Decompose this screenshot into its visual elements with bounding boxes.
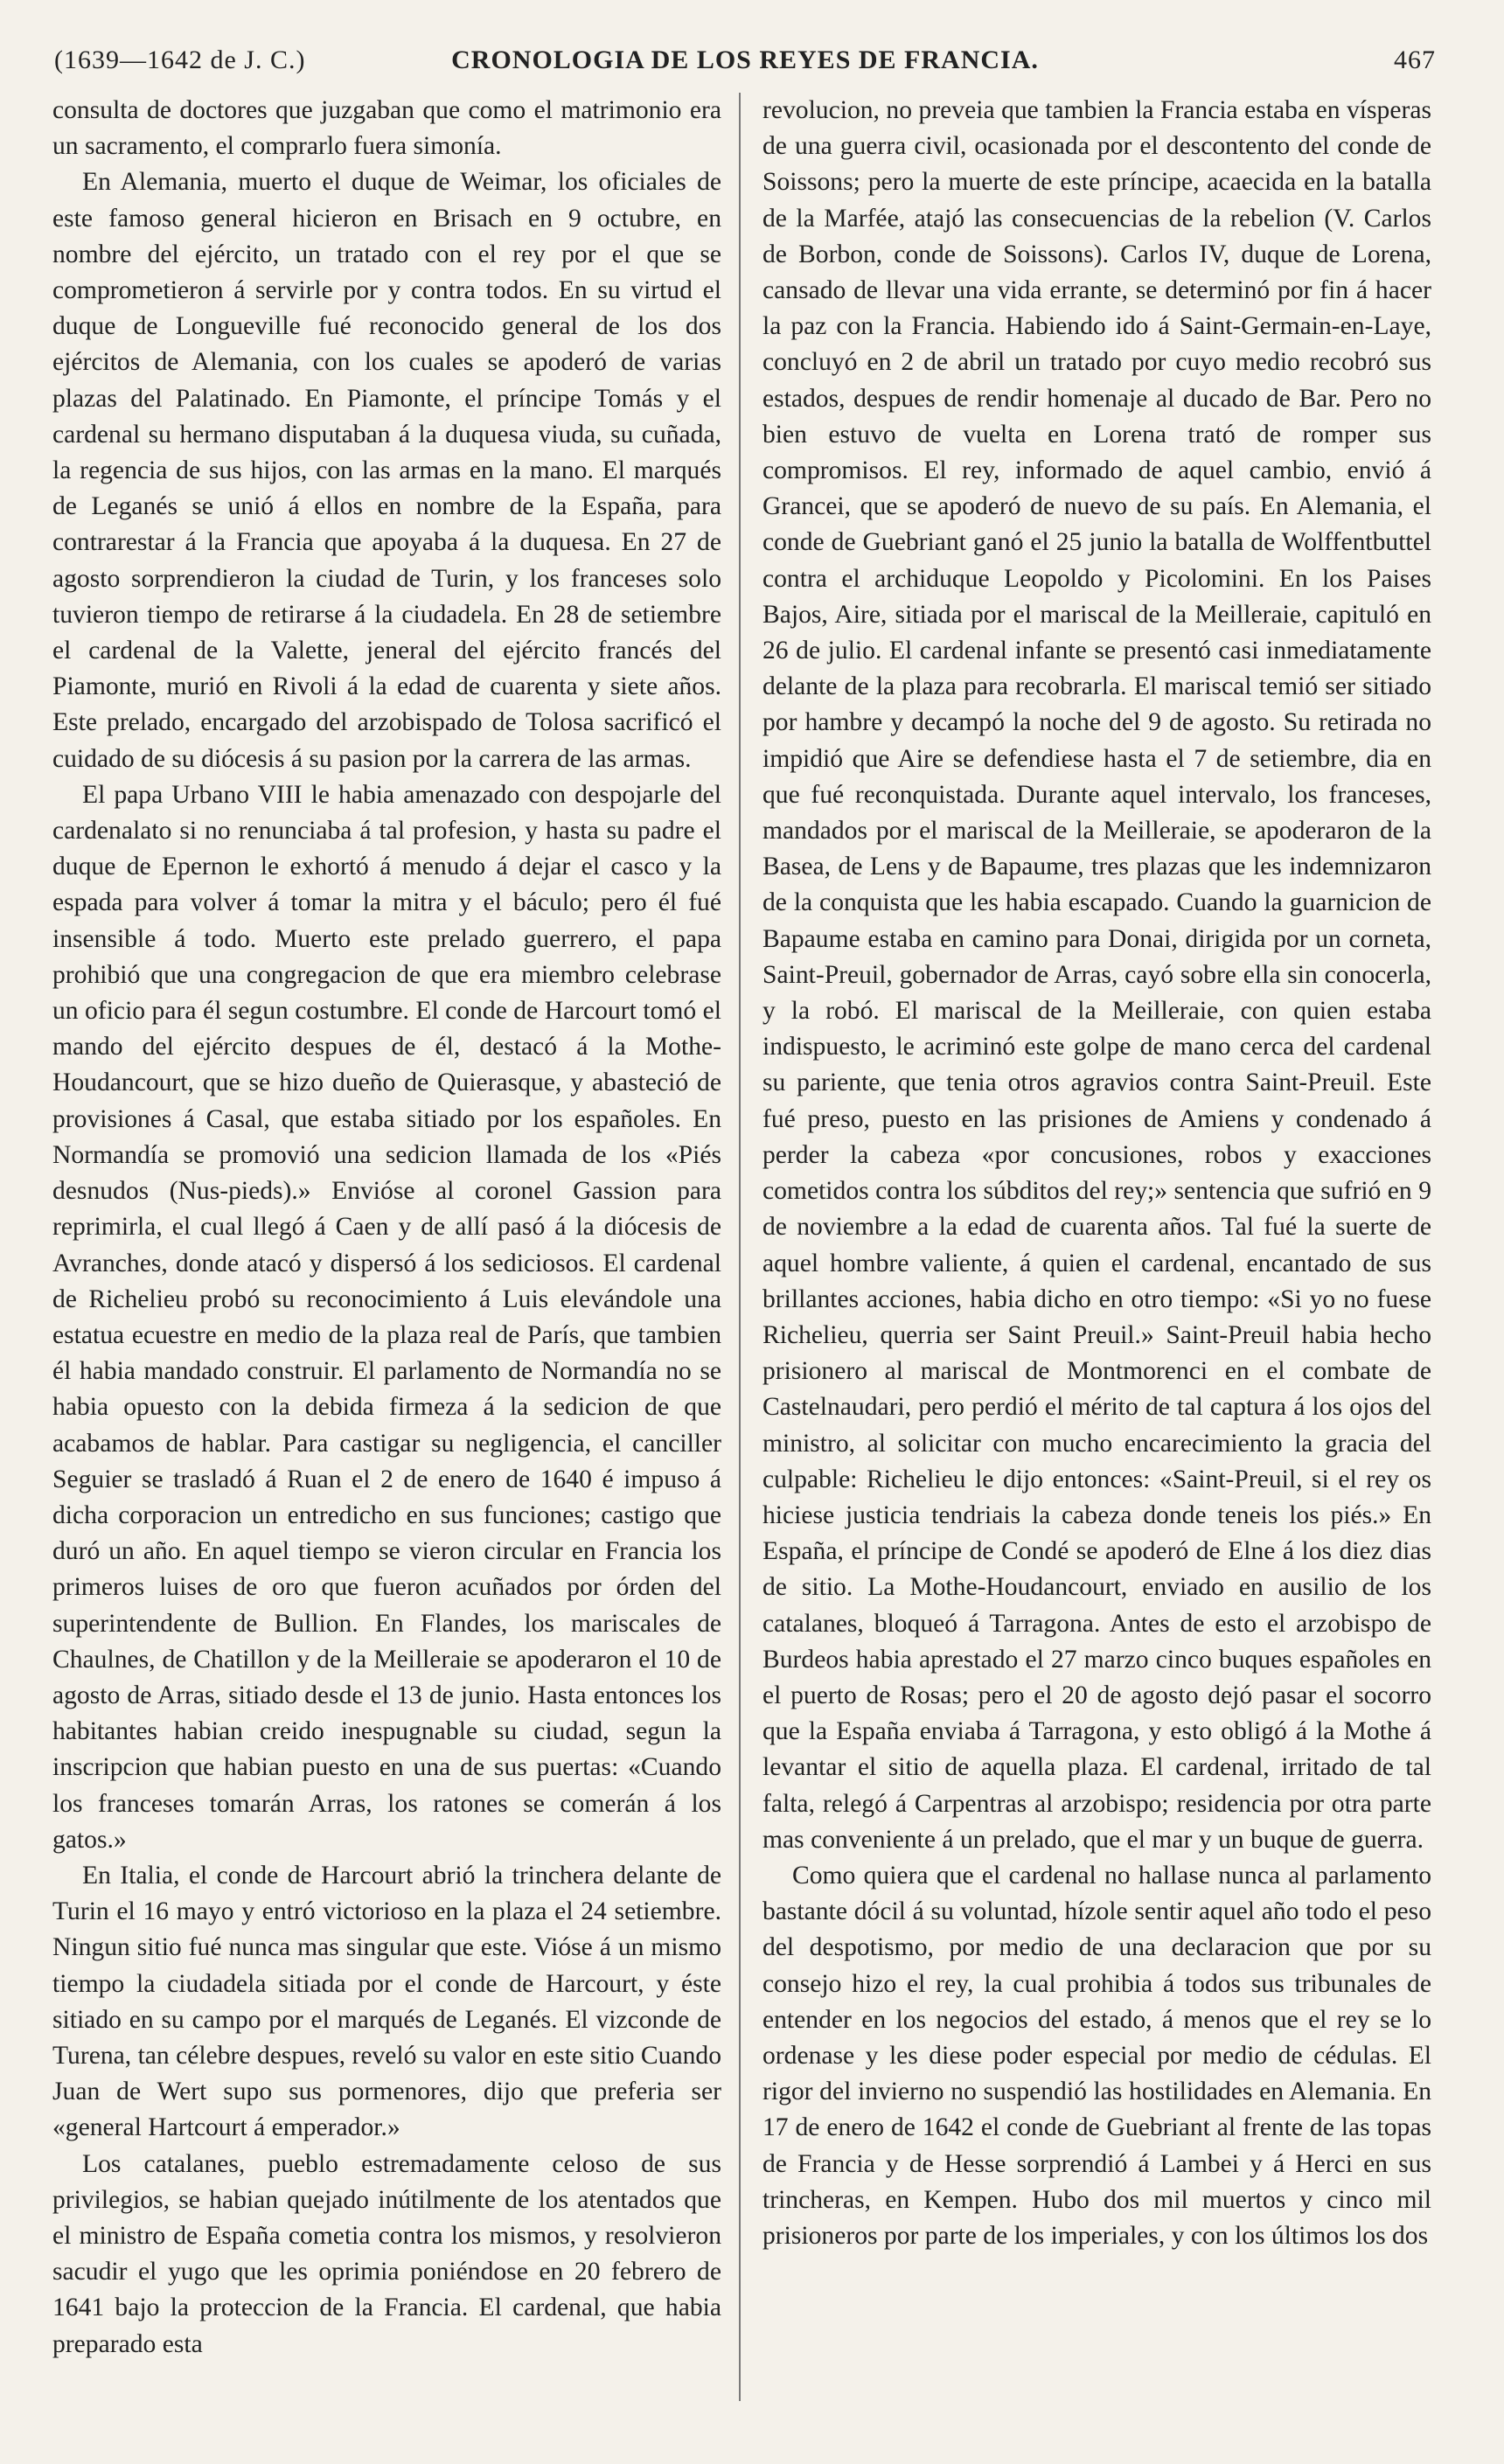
paragraph: El papa Urbano VIII le habia amenazado con despojarle del cardenalato si no renunciaba á tal profesion, y hasta su padre el duque de Epernon le exhortó á menudo á dejar el casco y la espada para volver á tomar la mitra y el báculo; pero él fué insensible á todo. Muerto este prelado guerrero, el papa prohibió que una congregacion de que era miembro celebrase un oficio para él segun costumbre. El conde de Harcourt tomó el mando del ejército despues de él, destacó á la Mothe-Houdancourt, que se hizo dueño de Quierasque, y abasteció de provisiones á Casal, que estaba sitiado por los españoles. En Normandía se promovió una sedicion llamada de los «Piés desnudos (Nus-pieds).» Envióse al coronel Gassion para reprimirla, el cual llegó á Caen y de allí pasó á la diócesis de Avranches, donde atacó y dispersó á los sediciosos. El cardenal de Richelieu probó su reconocimiento á Luis elevándole una estatua ecuestre en medio de la plaza real de París, que tambien él habia mandado construir. El parlamento de Normandía no se habia opuesto con la debida firmeza á la sedicion de que acabamos de hablar. Para castigar su negligencia, el canciller Seguier se trasladó á Ruan el 2 de enero de 1640 é impuso á dicha corporacion un entredicho en sus funciones; castigo que duró un año. En aquel tiempo se vieron circular en Francia los primeros luises de oro que fueron acuñados por órden del superintendente de Bullion. En Flandes, los mariscales de Chaulnes, de Chatillon y de la Meilleraie se apoderaron el 10 de agosto de Arras, sitiado desde el 13 de junio. Hasta entonces los habitantes habian creido inespugnable su ciudad, segun la inscripcion que habian puesto en una de sus puertas: «Cuando los franceses tomarán Arras, los ratones se comerán á los gatos.» <box>52 780 721 1854</box>
paragraph: revolucion, no preveia que tambien la Francia estaba en vísperas de una guerra civil, ocasionada por el descontento del conde de Soissons; pero la muerte de este príncipe, acaecida en la batalla de la Marfée, atajó las consecuencias de la rebelion (V. Carlos de Borbon, conde de Soissons). Carlos IV, duque de Lorena, cansado de llevar una vida errante, se determinó por fin á hacer la paz con la Francia. Habiendo ido á Saint-Germain-en-Laye, concluyó en 2 de abril un tratado por cuyo medio recobró sus estados, despues de rendir homenaje al ducado de Bar. Pero no bien estuvo de vuelta en Lorena trató de romper sus compromisos. El rey, informado de aquel cambio, envió á Grancei, que se apoderó de nuevo de su país. En Alemania, el conde de Guebriant ganó el 25 junio la batalla de Wolffentbuttel contra el archiduque Leopoldo y Picolomini. En los Paises Bajos, Aire, sitiada por el mariscal de la Meilleraie, capituló en 26 de julio. El cardenal infante se presentó casi inmediatamente delante de la plaza para recobrarla. El mariscal temió ser sitiado por hambre y decampó la noche del 9 de agosto. Su retirada no impidió que Aire se defendiese hasta el 7 de setiembre, dia en que fué reconquistada. Durante aquel intervalo, los franceses, mandados por el mariscal de la Meilleraie, se apoderaron de la Basea, de Lens y de Bapaume, tres plazas que les indemnizaron de la conquista que les habia escapado. Cuando la guarnicion de Bapaume estaba en camino para Donai, dirigida por un corneta, Saint-Preuil, gobernador de Arras, cayó sobre ella sin conocerla, y la robó. El mariscal de la Meilleraie, con quien estaba indispuesto, le acriminó este golpe de mano cerca del cardenal su pariente, que tenia otros agravios contra Saint-Preuil. Este fué preso, puesto en las prisiones de Amiens y condenado á perder la cabeza «por concusiones, robos y exacciones cometidos contra los súbditos del rey;» sentencia que sufrió en 9 de noviembre a la edad de cuarenta años. Tal fué la suerte de aquel hombre valiente, á quien el cardenal, encantado de sus brillantes acciones, habia dicho en otro tiempo: «Si yo no fuese Richelieu, querria ser Saint Preuil.» Saint-Preuil habia hecho prisionero al mariscal de Montmorenci en el combate de Castelnaudari, pero perdió el mérito de tal captura á los ojos del ministro, al solicitar con mucho encarecimiento la gracia del culpable: Richelieu le dijo entonces: «Saint-Preuil, si el rey os hiciese justicia tendriais la cabeza donde teneis los piés.» En España, el príncipe de Condé se apoderó de Elne á los diez dias de sitio. La Mothe-Houdancourt, enviado en ausilio de los catalanes, bloqueó á Tarragona. Antes de esto el arzobispo de Burdeos habia aprestado el 27 marzo cinco buques españoles en el puerto de Rosas; pero el 20 de agosto dejó pasar el socorro que la España enviaba á Tarragona, y esto obligó á la Mothe á levantar el sitio de aquella plaza. El cardenal, irritado de tal falta, relegó á Carpentras al arzobispo; residencia por otra parte mas conveniente á un prelado, que el mar y un buque de guerra. <box>762 96 1431 1854</box>
header-date-range: (1639—1642 de J. C.) <box>54 45 306 74</box>
paragraph: En Alemania, muerto el duque de Weimar, los oficiales de este famoso general hicieron en Brisach en 9 octubre, en nombre del ejército, un tratado con el rey por el que se comprometieron á servirle por y contra todos. En su virtud el duque de Longueville fué reconocido general de los dos ejércitos de Alemania, con los cuales se apoderó de varias plazas del Palatinado. En Piamonte, el príncipe Tomás y el cardenal su hermano disputaban á la duquesa viuda, su cuñada, la regencia de sus hijos, con las armas en la mano. El marqués de Leganés se unió á ellos en nombre de la España, para contrarestar á la Francia que apoyaba á la duquesa. En 27 de agosto sorprendieron la ciudad de Turin, y los franceses solo tuvieron tiempo de retirarse á la ciudadela. En 28 de setiembre el cardenal de la Valette, jeneral del ejército francés del Piamonte, murió en Rivoli á la edad de cuarenta y siete años. Este prelado, encargado del arzobispado de Tolosa sacrificó el cuidado de su diócesis á su pasion por la carrera de las armas. <box>52 168 721 773</box>
column-divider <box>739 93 741 2401</box>
paragraph: Los catalanes, pueblo estremadamente celoso de sus privilegios, se habian quejado inútilmente de los atentados que el ministro de España cometia contra los mismos, y resolvieron sacudir el yugo que les oprimia poniéndose en 20 febrero de 1641 bajo la proteccion de la Francia. El cardenal, que habia preparado esta <box>52 2149 721 2358</box>
paragraph: consulta de doctores que juzgaban que como el matrimonio era un sacramento, el comprarlo fuera simonía. <box>52 96 721 161</box>
left-column <box>52 93 721 2436</box>
running-header <box>54 45 1436 84</box>
paragraph: En Italia, el conde de Harcourt abrió la trinchera delante de Turin el 16 mayo y entró victorioso en la plaza el 24 setiembre. Ningun sitio fué nunca mas singular que este. Vióse á un mismo tiempo la ciudadela sitiada por el conde de Harcourt, y éste sitiado en su campo por el marqués de Leganés. El vizconde de Turena, tan célebre despues, reveló su valor en este sitio Cuando Juan de Wert supo sus pormenores, dijo que preferia ser «general Hartcourt á emperador.» <box>52 1861 721 2142</box>
header-title: CRONOLOGIA DE LOS REYES DE FRANCIA. <box>451 45 1039 74</box>
page-number: 467 <box>1394 45 1436 74</box>
right-column <box>762 93 1431 2436</box>
paragraph: Como quiera que el cardenal no hallase nunca al parlamento bastante dócil á su voluntad, hízole sentir aquel año todo el peso del despotismo, por medio de una declaracion que por su consejo hizo el rey, la cual prohibia á todos sus tribunales de entender en los negocios del estado, á menos que el rey se lo ordenase y les diese poder especial por medio de cédulas. El rigor del invierno no suspendió las hostilidades en Alemania. En 17 de enero de 1642 el conde de Guebriant al frente de las topas de Francia y de Hesse sorprendió á Lambei y á Herci en sus trincheras, en Kempen. Hubo dos mil muertos y cinco mil prisioneros por parte de los imperiales, y con los últimos los dos <box>762 1861 1431 2250</box>
